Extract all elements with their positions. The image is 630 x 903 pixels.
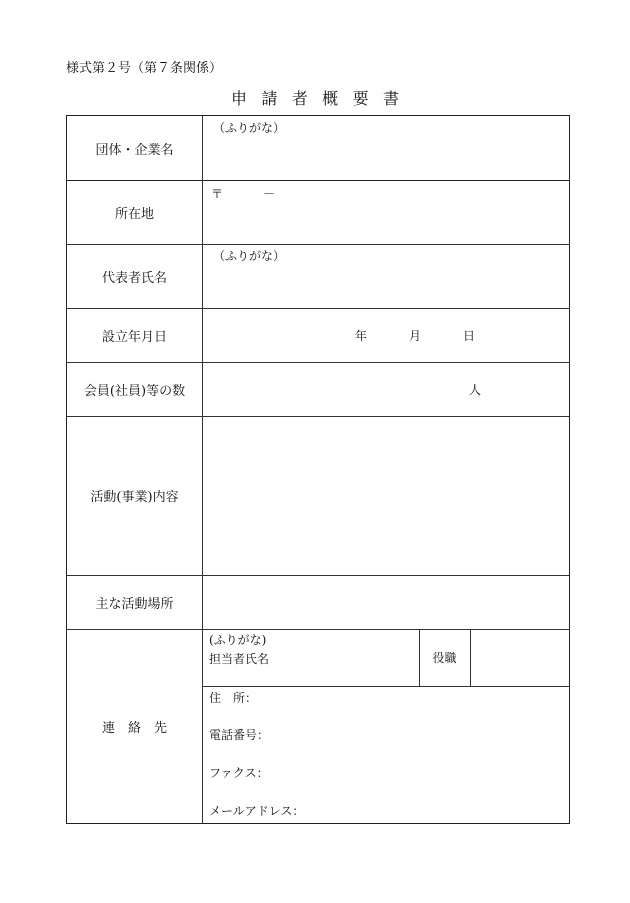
place-field[interactable]	[203, 575, 569, 629]
row-representative	[67, 244, 569, 308]
address-field[interactable]	[203, 180, 569, 244]
contact-person-label: 担当者氏名	[209, 652, 270, 666]
representative-furigana: （ふりがな）	[213, 249, 286, 263]
organization-label: 団体・企業名	[67, 116, 203, 180]
established-field[interactable]	[203, 308, 569, 362]
members-field[interactable]	[203, 362, 569, 416]
year-unit: 年	[355, 329, 368, 343]
members-unit: 人	[469, 383, 482, 397]
document-title: 申請者概要書	[230, 89, 414, 108]
contact-fax-label: ファクス：	[209, 766, 269, 780]
row-established	[67, 308, 569, 362]
postal-dash: －	[263, 187, 276, 201]
members-label: 会員(社員)等の数	[67, 362, 203, 416]
row-place	[67, 575, 569, 629]
row-contact	[67, 629, 569, 823]
row-organization	[67, 116, 569, 180]
contact-label: 連 絡 先	[67, 629, 203, 823]
representative-label: 代表者氏名	[67, 244, 203, 308]
position-label: 役職	[432, 651, 457, 665]
row-members	[67, 362, 569, 416]
activities-label: 活動(事業)内容	[67, 416, 203, 575]
address-label: 所在地	[67, 180, 203, 244]
month-unit: 月	[409, 329, 422, 343]
contact-phone-label: 電話番号：	[209, 728, 270, 742]
application-form-table	[66, 115, 570, 824]
form-number: 様式第２号（第７条関係）	[66, 61, 223, 76]
contact-furigana: (ふりがな)	[209, 633, 267, 647]
contact-email-label: メールアドレス：	[209, 804, 305, 818]
position-field[interactable]	[470, 629, 569, 686]
activities-field[interactable]	[203, 416, 569, 575]
postal-mark: 〒	[211, 187, 224, 201]
established-label: 設立年月日	[67, 308, 203, 362]
contact-field	[203, 629, 569, 823]
representative-field[interactable]	[203, 244, 569, 308]
contact-details-cell[interactable]	[203, 686, 569, 823]
row-activities	[67, 416, 569, 575]
contact-person-cell[interactable]	[203, 629, 419, 686]
position-label-cell	[419, 629, 470, 686]
organization-furigana: （ふりがな）	[213, 121, 286, 135]
contact-address-label: 住 所：	[209, 691, 258, 705]
place-label: 主な活動場所	[67, 575, 203, 629]
row-address	[67, 180, 569, 244]
organization-field[interactable]	[203, 116, 569, 180]
day-unit: 日	[463, 329, 476, 343]
